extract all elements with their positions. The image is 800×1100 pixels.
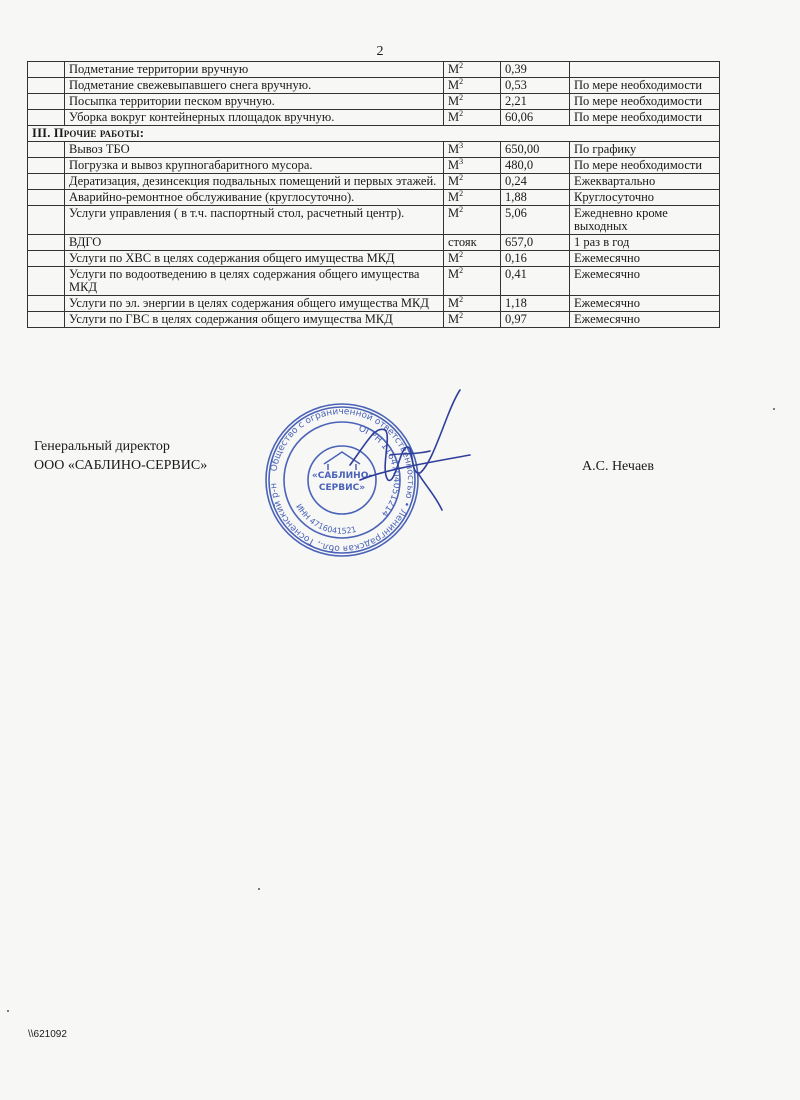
handwritten-signature [330,385,490,515]
work-name-cell: Подметание территории вручную [65,62,444,78]
price-cell: 657,0 [501,235,570,251]
row-number-cell [28,296,65,312]
stamp-ogrn-text: ОГРН 1164704051214 [356,423,402,519]
table-row [28,110,720,126]
unit-text: М [448,190,460,204]
unit-exponent: 2 [459,93,464,102]
unit-cell [444,110,501,126]
unit-exponent: 2 [459,173,464,182]
unit-text: М [448,296,460,310]
signatory-block [34,437,207,475]
table-row [28,174,720,190]
frequency-cell: 1 раз в год [570,235,720,251]
table-row [28,78,720,94]
row-number-cell [28,78,65,94]
unit-text: М [448,62,460,76]
table-row [28,312,720,328]
unit-text: М [448,110,460,124]
unit-cell [444,94,501,110]
frequency-cell: По мере необходимости [570,110,720,126]
table-row [28,142,720,158]
unit-cell [444,142,501,158]
document-code: \\621092 [28,1029,67,1040]
scan-speck [773,408,775,410]
row-number-cell [28,158,65,174]
row-number-cell [28,267,65,296]
row-number-cell [28,312,65,328]
price-cell: 1,88 [501,190,570,206]
table-row [28,296,720,312]
frequency-cell: Круглосуточно [570,190,720,206]
row-number-cell [28,94,65,110]
unit-cell [444,78,501,94]
work-name-cell: Услуги по эл. энергии в целях содержания общего имущества МКД [65,296,444,312]
stamp-center-line1: «САБЛИНО- [311,471,373,481]
signatory-position: Генеральный директор [34,439,170,454]
price-cell: 0,53 [501,78,570,94]
work-name-cell: Услуги по ГВС в целях содержания общего имущества МКД [65,312,444,328]
row-number-cell [28,190,65,206]
section-heading: III. Прочие работы: [28,126,720,142]
work-name-cell: Услуги управления ( в т.ч. паспортный стол, расчетный центр). [65,206,444,235]
unit-exponent: 2 [459,250,464,259]
price-cell: 1,18 [501,296,570,312]
price-cell: 480,0 [501,158,570,174]
row-number-cell [28,206,65,235]
frequency-cell: Ежедневно кроме выходных [570,206,720,235]
stamp-inn-text: ИНН 4716041521 [294,502,358,536]
price-cell: 2,21 [501,94,570,110]
table-row [28,94,720,110]
unit-exponent: 2 [459,205,464,214]
works-table [27,61,720,328]
work-name-cell: ВДГО [65,235,444,251]
price-cell: 0,24 [501,174,570,190]
unit-cell [444,267,501,296]
work-name-cell: Аварийно-ремонтное обслуживание (круглосуточно). [65,190,444,206]
unit-cell [444,296,501,312]
price-cell: 650,00 [501,142,570,158]
frequency-cell: По мере необходимости [570,158,720,174]
work-name-cell: Уборка вокруг контейнерных площадок вручную. [65,110,444,126]
row-number-cell [28,110,65,126]
work-name-cell: Дератизация, дезинсекция подвальных помещений и первых этажей. [65,174,444,190]
unit-exponent: 2 [459,311,464,320]
unit-text: М [448,206,460,220]
table-row [28,158,720,174]
frequency-cell: Ежемесячно [570,296,720,312]
frequency-cell: По мере необходимости [570,78,720,94]
unit-cell [444,312,501,328]
frequency-cell: Ежемесячно [570,267,720,296]
work-name-cell: Услуги по водоотведению в целях содержания общего имущества МКД [65,267,444,296]
price-cell: 0,16 [501,251,570,267]
unit-exponent: 2 [459,295,464,304]
work-name-cell: Посыпка территории песком вручную. [65,94,444,110]
row-number-cell [28,174,65,190]
table-row [28,267,720,296]
page-number: 2 [376,44,384,59]
unit-exponent: 2 [459,189,464,198]
frequency-cell: Ежеквартально [570,174,720,190]
unit-text: М [448,94,460,108]
unit-text: М [448,174,460,188]
row-number-cell [28,251,65,267]
stamp-center-line2: СЕРВИС» [318,483,366,493]
frequency-cell: По графику [570,142,720,158]
scan-speck [258,888,260,890]
unit-text: М [448,142,460,156]
unit-text: М [448,312,460,326]
unit-cell [444,190,501,206]
unit-exponent: 2 [459,109,464,118]
table-row [28,251,720,267]
price-cell: 60,06 [501,110,570,126]
table-row [28,206,720,235]
unit-exponent: 2 [459,266,464,275]
unit-exponent: 3 [459,157,464,166]
unit-cell [444,158,501,174]
unit-cell [444,235,501,251]
work-name-cell: Погрузка и вывоз крупногабаритного мусора. [65,158,444,174]
unit-text: стояк [448,235,477,249]
row-number-cell [28,235,65,251]
unit-cell [444,251,501,267]
work-name-cell: Услуги по ХВС в целях содержания общего имущества МКД [65,251,444,267]
row-number-cell [28,142,65,158]
table-row [28,62,720,78]
scan-speck [7,1010,9,1012]
signatory-company: ООО «САБЛИНО-СЕРВИС» [34,458,208,473]
price-cell: 0,41 [501,267,570,296]
frequency-cell: Ежемесячно [570,312,720,328]
row-number-cell [28,62,65,78]
unit-exponent: 2 [459,77,464,86]
unit-text: М [448,251,460,265]
unit-cell [444,206,501,235]
work-name-cell: Подметание свежевыпавшего снега вручную. [65,78,444,94]
frequency-cell [570,62,720,78]
unit-text: М [448,78,460,92]
section-row [28,126,720,142]
signatory-name: А.С. Нечаев [582,459,655,474]
price-cell: 5,06 [501,206,570,235]
price-cell: 0,39 [501,62,570,78]
work-name-cell: Вывоз ТБО [65,142,444,158]
frequency-cell: По мере необходимости [570,94,720,110]
table-row [28,235,720,251]
table-row [28,190,720,206]
stamp-outer-text: Общество с ограниченной ответственностью • Ленинградская обл., Тосненский р-н [269,406,416,554]
unit-text: М [448,158,460,172]
price-cell: 0,97 [501,312,570,328]
unit-text: М [448,267,460,281]
frequency-cell: Ежемесячно [570,251,720,267]
unit-cell [444,62,501,78]
unit-cell [444,174,501,190]
unit-exponent: 3 [459,141,464,150]
unit-exponent: 2 [459,61,464,70]
